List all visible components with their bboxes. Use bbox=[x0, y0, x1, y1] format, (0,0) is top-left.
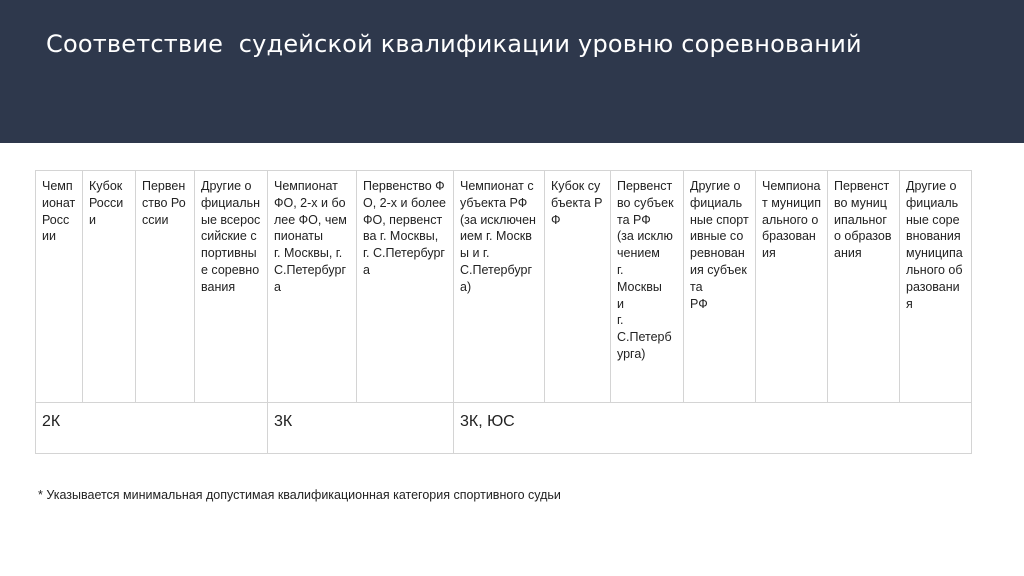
level-cell: 2К bbox=[36, 403, 268, 454]
header-cell: Чемпионат субъекта РФ (за исключением г. Москвы и г. С.Петербурга) bbox=[454, 171, 545, 403]
header-cell: Кубок субъекта РФ bbox=[545, 171, 611, 403]
header-cell: Первенство муниципального образования bbox=[828, 171, 900, 403]
footnote: * Указывается минимальная допустимая квалификационная категория спортивного судьи bbox=[38, 488, 561, 502]
header-cell: Другие официальные всероссийские спортивные соревнования bbox=[195, 171, 268, 403]
header-cell: Первенство России bbox=[136, 171, 195, 403]
header-cell: Чемпионат муниципального образования bbox=[756, 171, 828, 403]
header-cell: Чемпионат России bbox=[36, 171, 83, 403]
header-cell: Кубок России bbox=[83, 171, 136, 403]
table-header-row bbox=[36, 171, 972, 403]
slide-title: Соответствие судейской квалификации уровню соревнований bbox=[46, 30, 862, 58]
level-cell: 3К, ЮС bbox=[454, 403, 972, 454]
header-cell: Первенство субъекта РФ (за исключением г. Москвы и г. С.Петербурга) bbox=[611, 171, 684, 403]
header-cell: Другие официальные спортивные соревнования субъекта РФ bbox=[684, 171, 756, 403]
table-levels-row bbox=[36, 403, 972, 454]
header-cell: Чемпионат ФО, 2-х и более ФО, чемпионаты г. Москвы, г. С.Петербурга bbox=[268, 171, 357, 403]
qualification-table bbox=[35, 170, 972, 454]
title-bar bbox=[0, 0, 1024, 143]
header-cell: Первенство ФО, 2-х и более ФО, первенства г. Москвы, г. С.Петербурга bbox=[357, 171, 454, 403]
level-cell: 3К bbox=[268, 403, 454, 454]
header-cell: Другие официальные соревнования муниципального образования bbox=[900, 171, 972, 403]
